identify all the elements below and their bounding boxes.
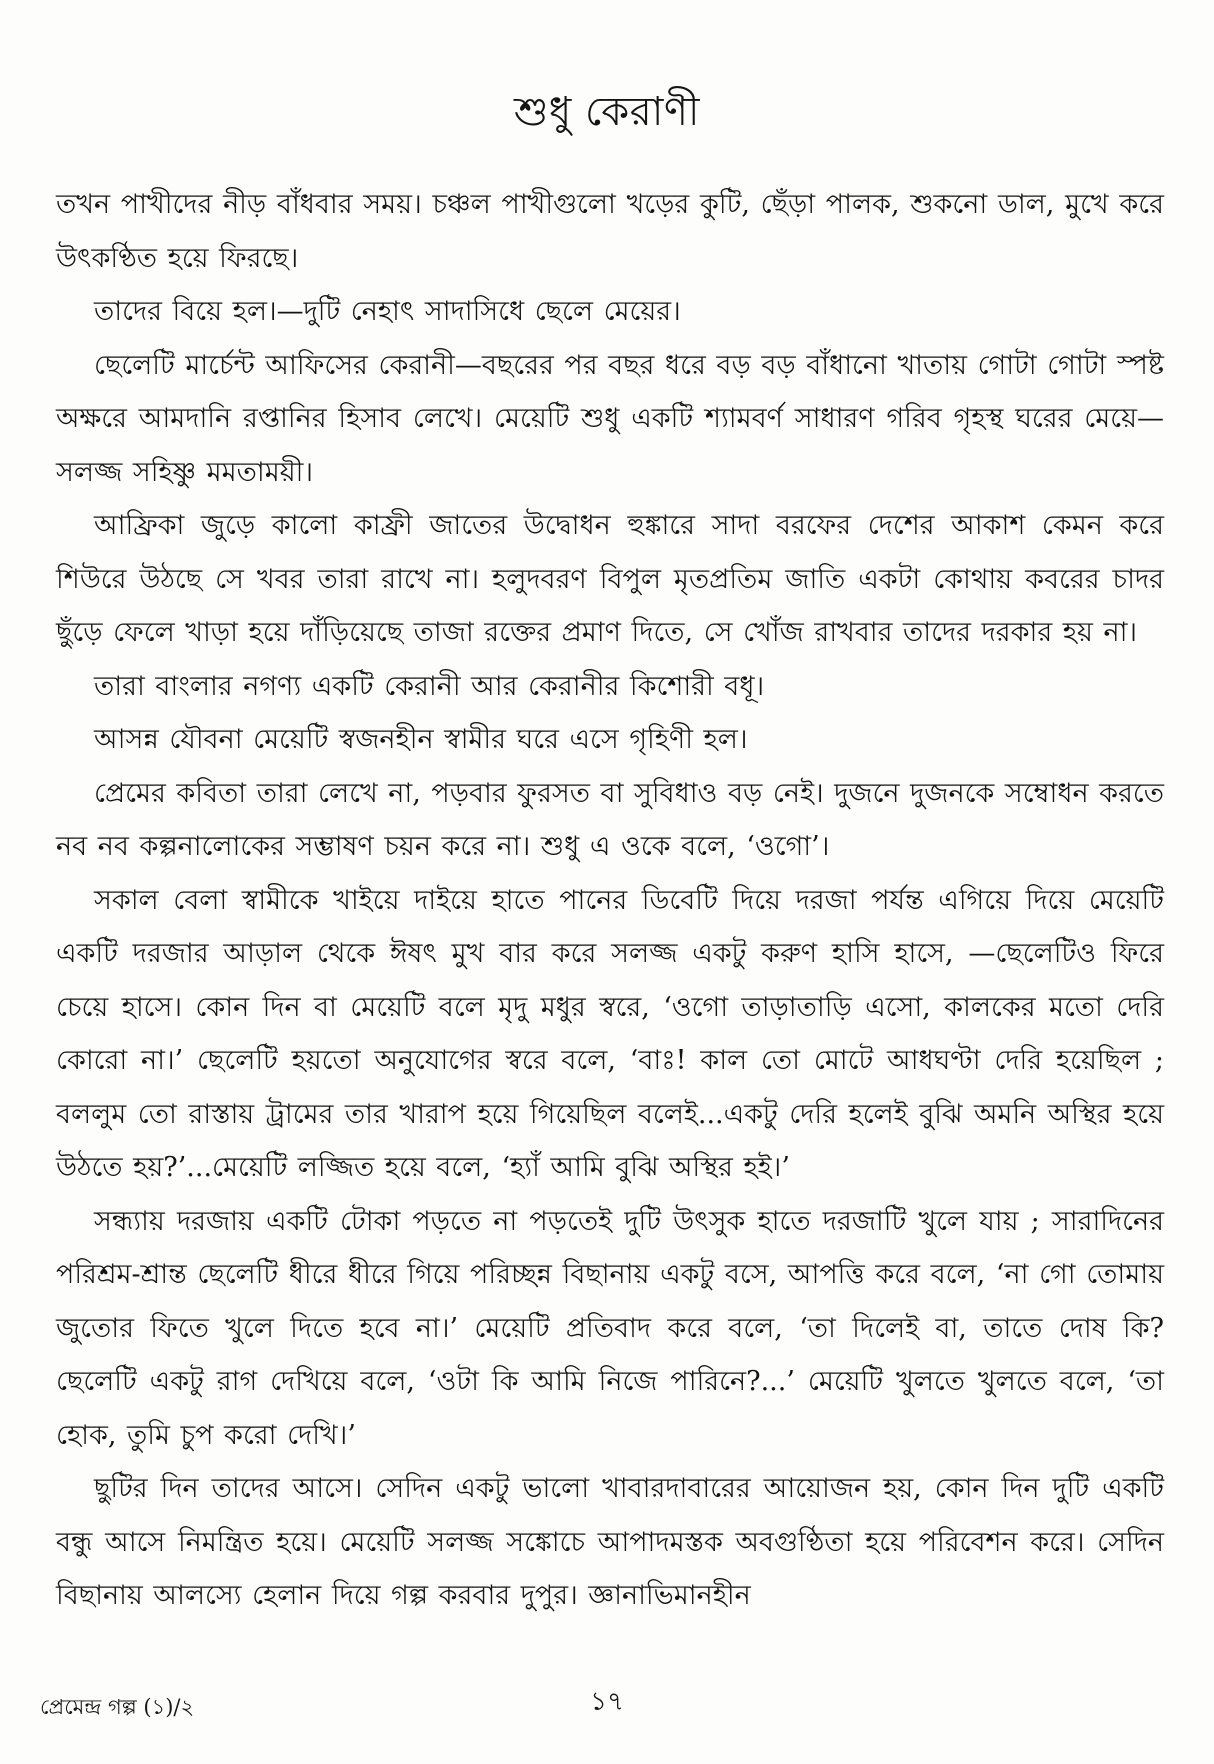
paragraph: তাদের বিয়ে হল।—দুটি নেহাৎ সাদাসিধে ছেলে মেয়ের।: [94, 296, 681, 327]
footer-book-title: প্রেমেন্দ্র গল্প (১)/২: [40, 1695, 195, 1719]
paragraph: ছেলেটি মার্চেন্ট আফিসের কেরানী—বছরের পর বছর ধরে বড় বড় বাঁধানো খাতায় গোটা গোটা স্পষ্ট অক্ষরে আমদানি রপ্তানির হিসাব লেখে। মেয়েটি শুধু একটি শ্যামবর্ণ সাধারণ গরিব গৃহস্থ ঘরের মেয়ে—সলজ্জ সহিষ্ণু মমতাময়ী।: [56, 349, 1164, 488]
paragraph: তারা বাংলার নগণ্য একটি কেরানী আর কেরানীর কিশোরী বধূ।: [94, 670, 765, 702]
story-body: [56, 178, 1164, 1623]
paragraph: সন্ধ্যায় দরজায় একটি টোকা পড়তে না পড়তেই দুটি উৎসুক হাতে দরজাটি খুলে যায় ; সারাদিনের পরিশ্রম-শ্রান্ত ছেলেটি ধীরে ধীরে গিয়ে পরিচ্ছন্ন বিছানায় একটু বসে, আপত্তি করে বলে, ‘না গো তোমায় জুতোর ফিতে খুলে দিতে হবে না।’ মেয়েটি প্রতিবাদ করে বলে, ‘তা দিলেই বা, তাতে দোষ কি? ছেলেটি একটু রাগ দেখিয়ে বলে, ‘ওটা কি আমি নিজে পারিনে?...’ মেয়েটি খুলতে খুলতে বলে, ‘তা হোক, তুমি চুপ করো দেখি।’: [56, 1205, 1164, 1451]
paragraph: ছুটির দিন তাদের আসে। সেদিন একটু ভালো খাবারদাবারের আয়োজন হয়, কোন দিন দুটি একটি বন্ধু আসে নিমন্ত্রিত হয়ে। মেয়েটি সলজ্জ সঙ্কোচে আপাদমস্তক অবগুণ্ঠিতা হয়ে পরিবেশন করে। সেদিন বিছানায় আলস্যে হেলান দিয়ে গল্প করবার দুপুর। জ্ঞানাভিমানহীন: [56, 1473, 1164, 1611]
paragraph: প্রেমের কবিতা তারা লেখে না, পড়বার ফুরসত বা সুবিধাও বড় নেই। দুজনে দুজনকে সম্বোধন করতে নব নব কল্পনালোকের সম্ভাষণ চয়ন করে না। শুধু এ ওকে বলে, ‘ওগো’।: [56, 777, 1164, 862]
page-number: ১৭: [590, 1687, 624, 1717]
page-title: শুধু কেরাণী: [513, 89, 700, 135]
paragraph: সকাল বেলা স্বামীকে খাইয়ে দাইয়ে হাতে পানের ডিবেটি দিয়ে দরজা পর্যন্ত এগিয়ে দিয়ে মেয়েটি একটি দরজার আড়াল থেকে ঈষৎ মুখ বার করে সলজ্জ একটু করুণ হাসি হাসে, —ছেলেটিও ফিরে চেয়ে হাসে। কোন দিন বা মেয়েটি বলে মৃদু মধুর স্বরে, ‘ওগো তাড়াতাড়ি এসো, কালকের মতো দেরি কোরো না।’ ছেলেটি হয়তো অনুযোগের স্বরে বলে, ‘বাঃ! কাল তো মোটে আধঘণ্টা দেরি হয়েছিল ; বললুম তো রাস্তায় ট্রামের তার খারাপ হয়ে গিয়েছিল বলেই...একটু দেরি হলেই বুঝি অমনি অস্থির হয়ে উঠতে হয়?’...মেয়েটি লজ্জিত হয়ে বলে, ‘হ্যাঁ আমি বুঝি অস্থির হই।’: [56, 884, 1164, 1183]
paragraph: তখন পাখীদের নীড় বাঁধবার সময়। চঞ্চল পাখীগুলো খড়ের কুটি, ছেঁড়া পালক, শুকনো ডাল, মুখে করে উৎকণ্ঠিত হয়ে ফিরছে।: [56, 189, 1164, 274]
paragraph: আফ্রিকা জুড়ে কালো কাফ্রী জাতের উদ্বোধন হুঙ্কারে সাদা বরফের দেশের আকাশ কেমন করে শিউরে উঠছে সে খবর তারা রাখে না। হলুদবরণ বিপুল মৃতপ্রতিম জাতি একটা কোথায় কবরের চাদর ছুঁড়ে ফেলে খাড়া হয়ে দাঁড়িয়েছে তাজা রক্তের প্রমাণ দিতে, সে খোঁজ রাখবার তাদের দরকার হয় না।: [56, 510, 1164, 648]
paragraph: আসন্ন যৌবনা মেয়েটি স্বজনহীন স্বামীর ঘরে এসে গৃহিণী হল।: [94, 724, 748, 755]
